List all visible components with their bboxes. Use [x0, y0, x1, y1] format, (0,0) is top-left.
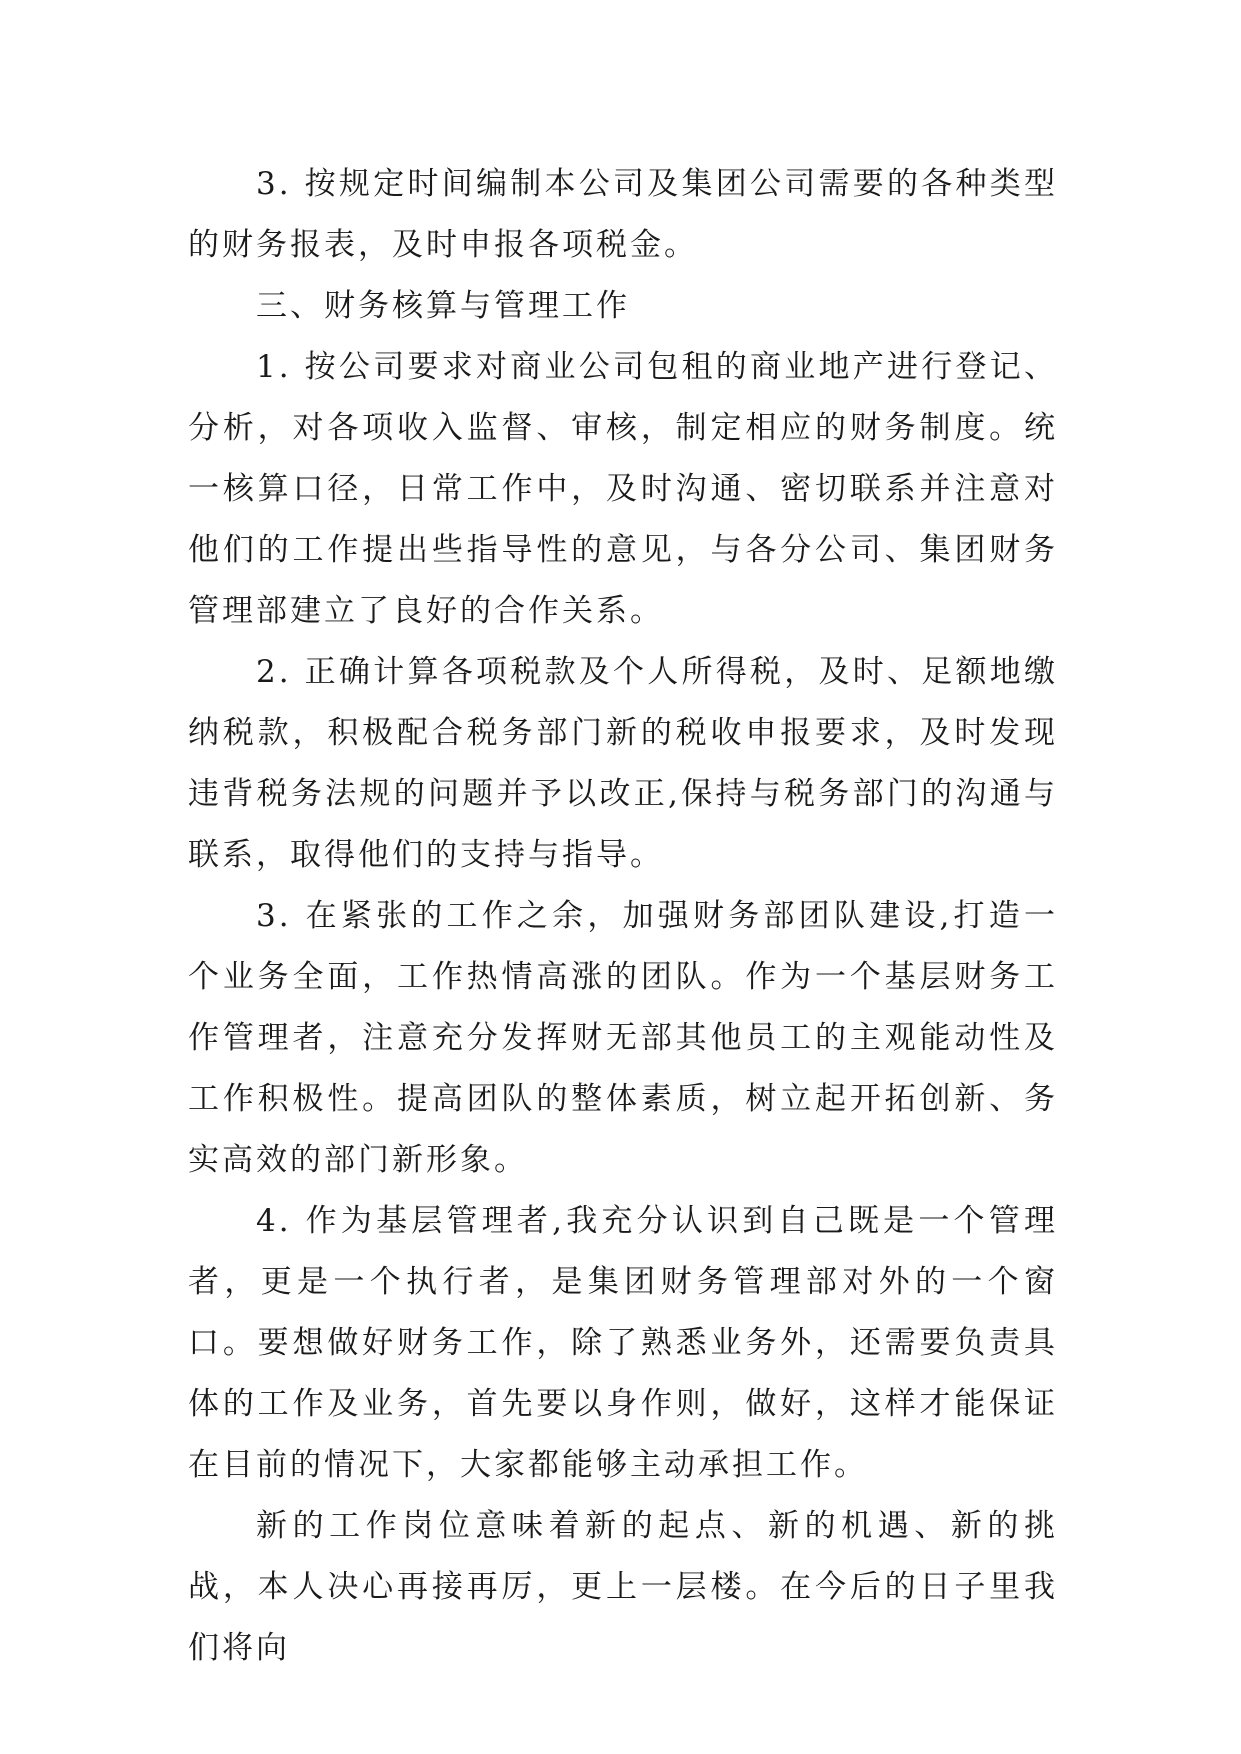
paragraph-report-preparation: 3. 按规定时间编制本公司及集团公司需要的各种类型的财务报表，及时申报各项税金。 [188, 166, 1058, 263]
document-body [188, 154, 1058, 1679]
paragraph-team-building: 3. 在紧张的工作之余，加强财务部团队建设,打造一个业务全面，工作热情高涨的团队。作为一个基层财务工作管理者，注意充分发挥财无部其他员工的主观能动性及工作积极性。提高团队的整体素质，树立起开拓创新、务实高效的部门新形象。 [188, 898, 1058, 1178]
paragraph-tax-calculation: 2. 正确计算各项税款及个人所得税，及时、足额地缴纳税款，积极配合税务部门新的税收申报要求，及时发现违背税务法规的问题并予以改正,保持与税务部门的沟通与联系，取得他们的支持与指导。 [188, 654, 1058, 873]
paragraph-manager-role: 4. 作为基层管理者,我充分认识到自己既是一个管理者，更是一个执行者，是集团财务管理部对外的一个窗口。要想做好财务工作，除了熟悉业务外，还需要负责具体的工作及业务，首先要以身作则，做好，这样才能保证在目前的情况下，大家都能够主动承担工作。 [188, 1203, 1058, 1483]
section-heading-accounting-management: 三、财务核算与管理工作 [256, 288, 630, 324]
paragraph-commercial-property: 1. 按公司要求对商业公司包租的商业地产进行登记、分析，对各项收入监督、审核，制定相应的财务制度。统一核算口径，日常工作中，及时沟通、密切联系并注意对他们的工作提出些指导性的意见，与各分公司、集团财务管理部建立了良好的合作关系。 [188, 349, 1058, 629]
paragraph-new-position: 新的工作岗位意味着新的起点、新的机遇、新的挑战，本人决心再接再厉，更上一层楼。在今后的日子里我们将向 [188, 1508, 1058, 1666]
